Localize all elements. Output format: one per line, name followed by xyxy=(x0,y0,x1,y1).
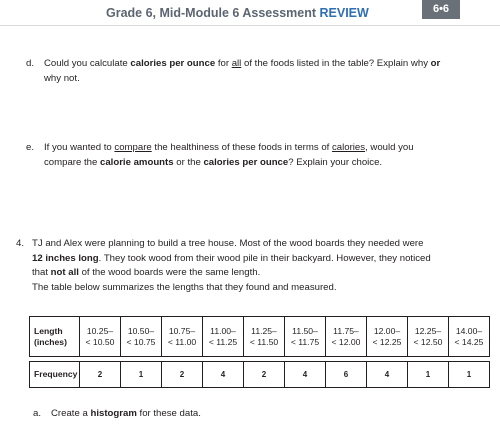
range-cell xyxy=(449,317,490,357)
question-e-text xyxy=(44,141,414,170)
bold-run: histogram xyxy=(90,408,137,419)
text-run: TJ and Alex were planning to build a tree house. Most of the wood boards they needed were xyxy=(32,238,424,249)
range-start: 11.00– xyxy=(210,325,236,336)
page-header xyxy=(0,0,500,26)
text-run: The table below summarizes the lengths that they found and measured. xyxy=(32,281,337,293)
question-d-label: d. xyxy=(26,58,35,69)
range-cell xyxy=(285,317,326,357)
text-run: the healthiness of these foods in terms of xyxy=(151,142,332,153)
text-run: for these data. xyxy=(136,408,201,419)
range-cell xyxy=(367,317,408,357)
frequency-cell: 2 xyxy=(80,362,121,388)
range-end: < 11.75 xyxy=(290,336,320,347)
range-start: 11.25– xyxy=(251,325,277,336)
length-header-cell xyxy=(30,317,80,357)
frequency-table xyxy=(29,316,490,388)
frequency-cell: 1 xyxy=(121,362,162,388)
bold-run: calories per ounce xyxy=(203,156,289,168)
range-start: 10.75– xyxy=(168,325,196,336)
range-end: < 12.25 xyxy=(372,336,402,347)
text-run: that xyxy=(32,267,51,278)
range-end: < 12.50 xyxy=(413,336,443,347)
frequency-row xyxy=(30,362,490,388)
text-run: or the xyxy=(173,156,204,168)
bold-run: or xyxy=(430,58,441,69)
range-end: < 10.50 xyxy=(85,336,115,347)
range-cell xyxy=(162,317,203,357)
underline-run: compare xyxy=(114,142,152,153)
text-run: . They took wood from their wood pile in their backyard. However, they noticed xyxy=(98,252,431,264)
frequency-cell: 4 xyxy=(203,362,244,388)
range-end: < 10.75 xyxy=(126,336,156,347)
question-d-text xyxy=(44,57,440,86)
text-run: Could you calculate xyxy=(44,58,131,69)
text-run: If you wanted to xyxy=(44,142,115,153)
page-title xyxy=(106,6,369,20)
text-run: why not. xyxy=(44,72,80,84)
title-review: REVIEW xyxy=(319,6,369,20)
frequency-cell: 1 xyxy=(449,362,490,388)
length-row xyxy=(30,317,490,357)
range-start: 11.50– xyxy=(292,325,318,336)
module-badge: 6•6 xyxy=(422,0,460,19)
question-4-label: 4. xyxy=(16,238,25,249)
range-start: 10.50– xyxy=(127,325,155,336)
title-text: Grade 6, Mid-Module 6 Assessment xyxy=(106,6,317,20)
frequency-cell: 4 xyxy=(285,362,326,388)
bold-run: calorie amounts xyxy=(100,156,174,168)
range-cell xyxy=(121,317,162,357)
range-start: 12.00– xyxy=(373,325,401,336)
range-start: 11.75– xyxy=(333,325,359,336)
range-start: 12.25– xyxy=(414,325,442,336)
text-run: of the wood boards were the same length. xyxy=(78,267,261,278)
text-run: Create a xyxy=(51,408,91,419)
frequency-cell: 6 xyxy=(326,362,367,388)
frequency-cell: 1 xyxy=(408,362,449,388)
frequency-cell: 4 xyxy=(367,362,408,388)
bold-run: calories per ounce xyxy=(130,58,216,69)
question-e-label: e. xyxy=(26,142,35,153)
frequency-header: Frequency xyxy=(30,362,80,388)
length-unit: (inches) xyxy=(34,336,67,347)
text-run: ? Explain your choice. xyxy=(288,156,383,168)
range-cell xyxy=(203,317,244,357)
bold-run: 12 inches long xyxy=(32,252,99,264)
range-end: < 11.00 xyxy=(167,336,197,347)
range-cell xyxy=(326,317,367,357)
range-end: < 12.00 xyxy=(331,336,361,347)
question-4-text xyxy=(32,237,431,295)
text-run: for xyxy=(215,58,232,69)
underline-run: all xyxy=(231,58,242,69)
range-cell xyxy=(244,317,285,357)
frequency-cell: 2 xyxy=(244,362,285,388)
text-run: compare the xyxy=(44,156,100,168)
bold-run: not all xyxy=(50,267,79,278)
question-a-text xyxy=(51,407,201,422)
question-a-label: a. xyxy=(33,408,42,419)
range-end: < 11.50 xyxy=(249,336,279,347)
range-end: < 11.25 xyxy=(208,336,238,347)
text-run: , would you xyxy=(365,142,414,153)
range-start: 10.25– xyxy=(86,325,114,336)
range-start: 14.00– xyxy=(455,325,483,336)
range-cell xyxy=(408,317,449,357)
underline-run: calories xyxy=(332,142,366,153)
text-run: of the foods listed in the table? Explain why xyxy=(241,58,431,69)
range-end: < 14.25 xyxy=(454,336,484,347)
length-header: Length xyxy=(34,325,63,336)
range-cell xyxy=(80,317,121,357)
frequency-cell: 2 xyxy=(162,362,203,388)
